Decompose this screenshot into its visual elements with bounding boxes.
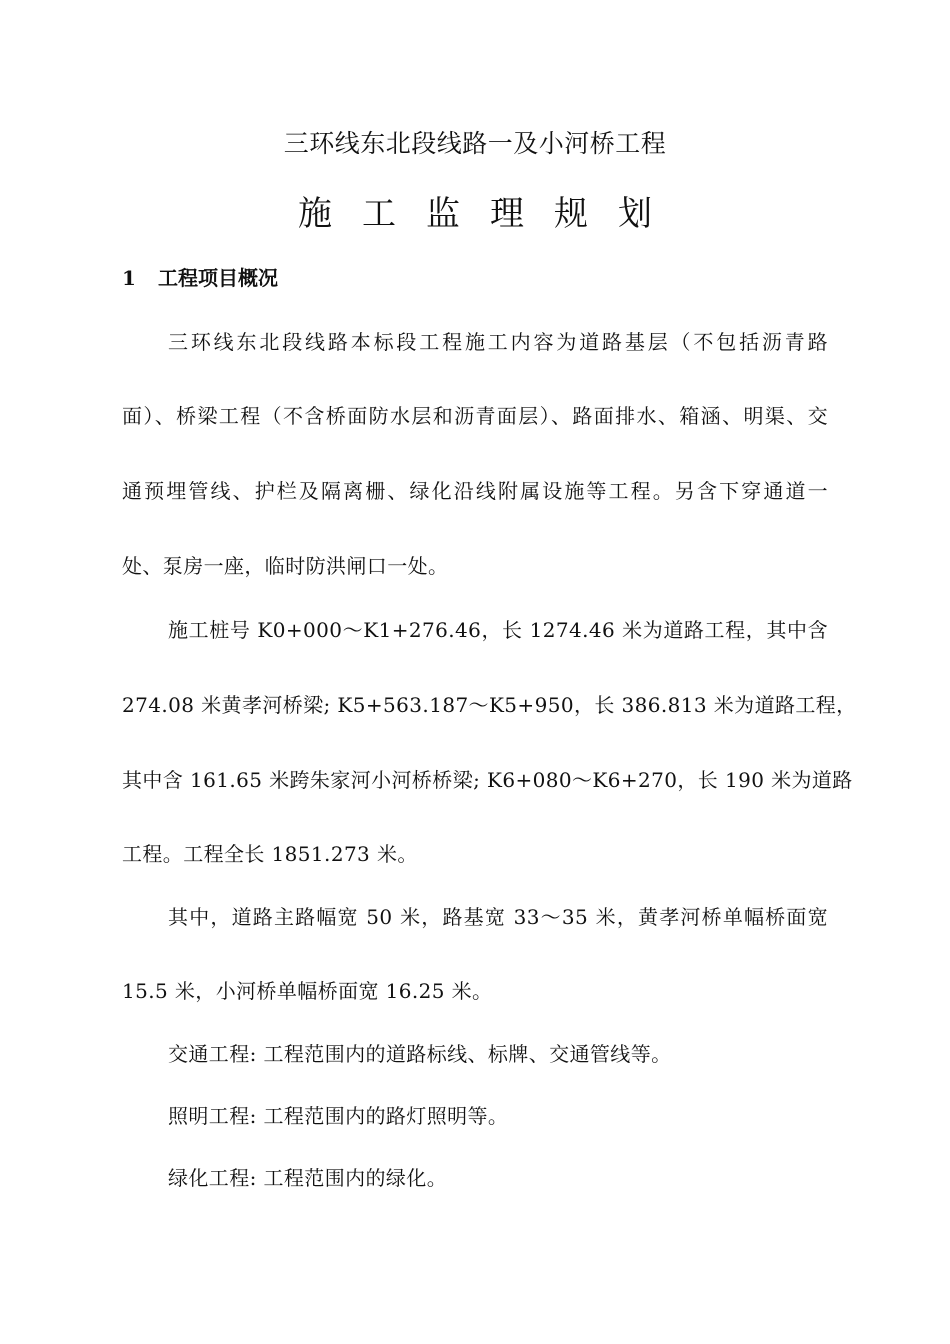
paragraph-line: 274.08 米黄孝河桥梁; K5+563.187～K5+950，长 386.813 米为道路工程， [122, 693, 857, 717]
document-subtitle: 施工监理规划 [298, 194, 682, 234]
section-heading [122, 262, 278, 291]
paragraph-line: 面）、桥梁工程（不含桥面防水层和沥青面层）、路面排水、箱涵、明渠、交 [122, 404, 828, 428]
paragraph-line: 施工桩号 K0+000～K1+276.46，长 1274.46 米为道路工程，其中含 [168, 618, 828, 642]
paragraph-line: 交通工程: 工程范围内的道路标线、标牌、交通管线等。 [168, 1042, 672, 1066]
document-title: 三环线东北段线路一及小河桥工程 [283, 129, 667, 158]
paragraph-line: 其中含 161.65 米跨朱家河小河桥桥梁; K6+080～K6+270，长 190 米为道路 [122, 768, 853, 792]
section-title: 工程项目概况 [158, 266, 278, 290]
paragraph-line: 其中，道路主路幅宽 50 米，路基宽 33～35 米，黄孝河桥单幅桥面宽 [168, 905, 828, 929]
paragraph-line: 处、泵房一座，临时防洪闸口一处。 [122, 554, 449, 578]
paragraph-line: 工程。工程全长 1851.273 米。 [122, 842, 418, 866]
paragraph-line: 照明工程: 工程范围内的路灯照明等。 [168, 1104, 509, 1128]
paragraph-line: 通预埋管线、护栏及隔离栅、绿化沿线附属设施等工程。另含下穿通道一 [122, 479, 828, 503]
section-number: 1 [122, 266, 136, 290]
paragraph-line: 三环线东北段线路本标段工程施工内容为道路基层（不包括沥青路 [168, 330, 828, 354]
paragraph-line: 绿化工程: 工程范围内的绿化。 [168, 1166, 448, 1190]
paragraph-line: 15.5 米，小河桥单幅桥面宽 16.25 米。 [122, 979, 493, 1003]
